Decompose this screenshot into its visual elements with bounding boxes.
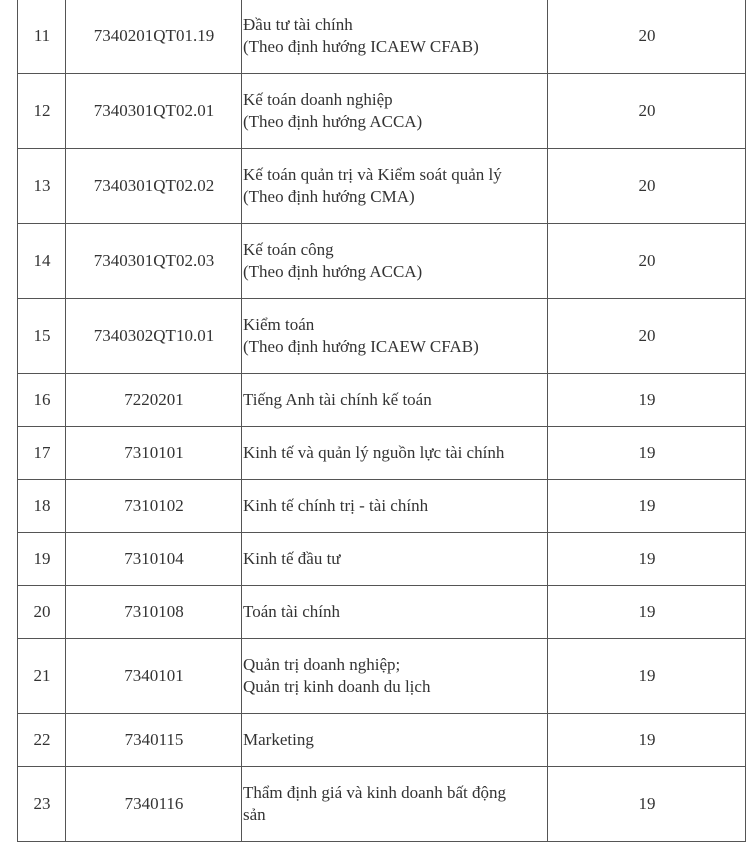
- program-name: [242, 639, 548, 714]
- admission-score: 19: [548, 533, 746, 586]
- program-name-line: sản: [243, 805, 266, 824]
- admission-score: 19: [548, 586, 746, 639]
- admission-score: 20: [548, 74, 746, 149]
- program-name-line: (Theo định hướng ICAEW CFAB): [243, 37, 479, 56]
- program-name: [242, 0, 548, 74]
- admission-score: 20: [548, 149, 746, 224]
- program-name: [242, 714, 548, 767]
- program-name-line: Kế toán công: [243, 240, 334, 259]
- row-number: 14: [18, 224, 66, 299]
- table-row: [18, 427, 746, 480]
- program-name: [242, 374, 548, 427]
- row-number: 11: [18, 0, 66, 74]
- program-name-line: (Theo định hướng ICAEW CFAB): [243, 337, 479, 356]
- row-number: 20: [18, 586, 66, 639]
- program-name-line: Quản trị doanh nghiệp;: [243, 655, 401, 674]
- program-name: [242, 586, 548, 639]
- program-name-line: (Theo định hướng ACCA): [243, 112, 423, 131]
- table-row: [18, 74, 746, 149]
- table-row: [18, 374, 746, 427]
- table-row: [18, 767, 746, 842]
- admission-score: 19: [548, 427, 746, 480]
- table-row: [18, 299, 746, 374]
- program-name-line: Đầu tư tài chính: [243, 15, 353, 34]
- admission-score: 19: [548, 480, 746, 533]
- table-row: [18, 224, 746, 299]
- program-code: 7340302QT10.01: [66, 299, 242, 374]
- program-name-line: Marketing: [243, 730, 314, 749]
- program-code: 7310104: [66, 533, 242, 586]
- program-name-line: Kinh tế đầu tư: [243, 549, 341, 568]
- program-name: [242, 533, 548, 586]
- row-number: 19: [18, 533, 66, 586]
- admissions-table: [17, 0, 746, 842]
- row-number: 18: [18, 480, 66, 533]
- admission-score: 19: [548, 714, 746, 767]
- table-row: [18, 586, 746, 639]
- row-number: 23: [18, 767, 66, 842]
- program-code: 7310102: [66, 480, 242, 533]
- row-number: 22: [18, 714, 66, 767]
- program-name: [242, 74, 548, 149]
- table-row: [18, 480, 746, 533]
- program-name-line: Tiếng Anh tài chính kế toán: [243, 390, 432, 409]
- program-code: 7220201: [66, 374, 242, 427]
- table-row: [18, 149, 746, 224]
- program-code: 7340301QT02.03: [66, 224, 242, 299]
- program-name-line: (Theo định hướng ACCA): [243, 262, 423, 281]
- admission-score: 20: [548, 299, 746, 374]
- program-name-line: Kế toán quản trị và Kiểm soát quản lý: [243, 165, 502, 184]
- row-number: 12: [18, 74, 66, 149]
- row-number: 13: [18, 149, 66, 224]
- table-row: [18, 533, 746, 586]
- program-name-line: Quản trị kinh doanh du lịch: [243, 677, 431, 696]
- row-number: 15: [18, 299, 66, 374]
- admission-score: 20: [548, 0, 746, 74]
- program-code: 7340116: [66, 767, 242, 842]
- row-number: 17: [18, 427, 66, 480]
- program-name-line: Kinh tế và quản lý nguồn lực tài chính: [243, 443, 505, 462]
- program-name-line: Thẩm định giá và kinh doanh bất động: [243, 783, 506, 802]
- row-number: 21: [18, 639, 66, 714]
- table-row: [18, 639, 746, 714]
- program-code: 7310108: [66, 586, 242, 639]
- admission-score: 19: [548, 639, 746, 714]
- admission-score: 20: [548, 224, 746, 299]
- program-code: 7310101: [66, 427, 242, 480]
- row-number: 16: [18, 374, 66, 427]
- program-name-line: Kinh tế chính trị - tài chính: [243, 496, 429, 515]
- program-name-line: Toán tài chính: [243, 602, 341, 621]
- program-name-line: Kế toán doanh nghiệp: [243, 90, 393, 109]
- program-name: [242, 149, 548, 224]
- admission-score: 19: [548, 374, 746, 427]
- program-name: [242, 767, 548, 842]
- admission-score: 19: [548, 767, 746, 842]
- program-name-line: (Theo định hướng CMA): [243, 187, 415, 206]
- program-name-line: Kiểm toán: [243, 315, 315, 334]
- program-name: [242, 299, 548, 374]
- program-code: 7340201QT01.19: [66, 0, 242, 74]
- program-name: [242, 224, 548, 299]
- program-code: 7340101: [66, 639, 242, 714]
- program-name: [242, 427, 548, 480]
- table-row: [18, 0, 746, 74]
- table-row: [18, 714, 746, 767]
- program-code: 7340301QT02.02: [66, 149, 242, 224]
- program-code: 7340301QT02.01: [66, 74, 242, 149]
- program-name: [242, 480, 548, 533]
- program-code: 7340115: [66, 714, 242, 767]
